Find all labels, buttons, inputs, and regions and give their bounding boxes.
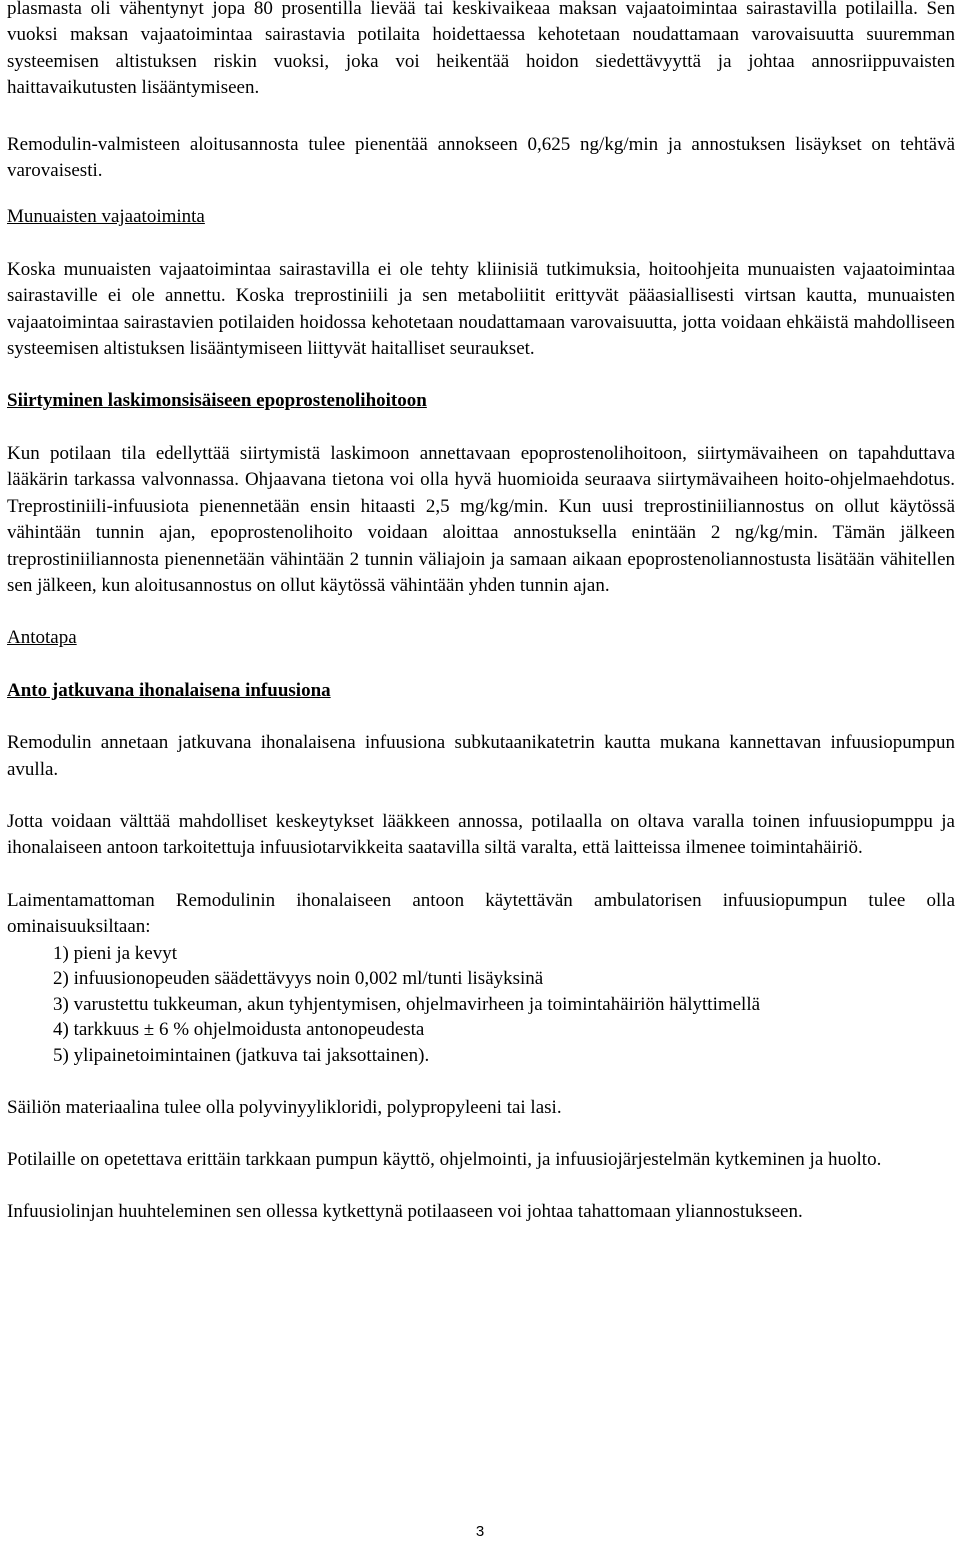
list-item: 1) pieni ja kevyt xyxy=(53,942,177,964)
paragraph-backup-pump: Jotta voidaan välttää mahdolliset keskeytykset lääkkeen annossa, potilaalla on oltava varalla toinen infuusiopumppu ja ihonalaiseen antoon tarkoitettuja infuusiotarvikkeita saatavilla siltä varalta, että laitteissa ilmenee toimintahäiriö. xyxy=(7,810,955,859)
list-item: 2) infuusionopeuden säädettävyys noin 0,002 ml/tunti lisäyksinä xyxy=(53,968,544,990)
paragraph-hepatic-continuation: plasmasta oli vähentynyt jopa 80 prosentilla lievää tai keskivaikeaa maksan vajaatoimintaa sairastavilla potilailla. Sen vuoksi maksan vajaatoimintaa sairastavia potilaita hoidettaessa kehotetaan noudattamaan varovaisuutta suuremman systeemisen altistuksen riskin vuoksi, joka voi heikentää hoidon siedettävyyttä ja johtaa annosriippuvaisten haittavaikutusten lisääntymiseen. xyxy=(7,0,955,99)
paragraph-transition: Kun potilaan tila edellyttää siirtymistä laskimoon annettavaan epoprostenolihoitoon, siirtymävaiheen on tapahduttava lääkärin tarkassa valvonnassa. Ohjaavana tietona voi olla hyvä huomioida seuraava siirtymävaiheen hoito-ohjelmaehdotus. Treprostiniili-infuusiota pienennetään ensin hitaasti 2,5 mg/kg/min. Kun uusi treprostiniiliannostus on ollut käytössä vähintään tunnin ajan, epoprostenolihoito voidaan aloittaa annostuksella enintään 2 ng/kg/min. Tämän jälkeen treprostiniiliannosta pienennetään vähintään 2 tunnin väliajoin ja samaan aikaan epoprostenoliannostusta lisätään vähitellen sen jälkeen, kun aloitusannostus on ollut käytössä vähintään yhden tunnin ajan. xyxy=(7,442,955,596)
paragraph-patient-training: Potilaille on opetettava erittäin tarkkaan pumpun käyttö, ohjelmointi, ja infuusiojärjestelmän kytkeminen ja huolto. xyxy=(7,1148,882,1170)
paragraph-pump-requirements: Laimentamattoman Remodulinin ihonalaiseen antoon käytettävän ambulatorisen infuusiopumpun tulee olla ominaisuuksiltaan: xyxy=(7,889,955,938)
heading-administration: Antotapa xyxy=(7,627,77,649)
heading-transition-epoprostenol: Siirtyminen laskimonsisäiseen epoprostenolihoitoon xyxy=(7,390,427,412)
list-item: 4) tarkkuus ± 6 % ohjelmoidusta antonopeudesta xyxy=(53,1019,425,1041)
list-item: 3) varustettu tukkeuman, akun tyhjentymisen, ohjelmavirheen ja toimintahäiriön hälyttimellä xyxy=(53,993,761,1015)
list-item: 5) ylipainetoimintainen (jatkuva tai jaksottainen). xyxy=(53,1044,430,1066)
pump-requirements-list xyxy=(7,941,955,1069)
document-page xyxy=(7,0,955,1226)
paragraph-reservoir-material: Säiliön materiaalina tulee olla polyvinyylikloridi, polypropyleeni tai lasi. xyxy=(7,1096,562,1118)
paragraph-infusion-method: Remodulin annetaan jatkuvana ihonalaisena infuusiona subkutaanikatetrin kautta mukana kannettavan infuusiopumpun avulla. xyxy=(7,732,955,780)
paragraph-starting-dose: Remodulin-valmisteen aloitusannosta tulee pienentää annokseen 0,625 ng/kg/min ja annostuksen lisäykset on tehtävä varovaisesti. xyxy=(7,133,955,182)
heading-subcutaneous-infusion: Anto jatkuvana ihonalaisena infuusiona xyxy=(7,679,331,701)
paragraph-renal-impairment: Koska munuaisten vajaatoimintaa sairastavilla ei ole tehty kliinisiä tutkimuksia, hoitoohjeita munuaisten vajaatoimintaa sairastaville ei ole annettu. Koska treprostiniili ja sen metaboliitit erittyvät pääasiallisesti virtsan kautta, munuaisten vajaatoimintaa sairastavien potilaiden hoidossa kehotetaan noudattamaan varovaisuutta, jotta voidaan ehkäistä mahdolliseen systeemisen altistuksen lisääntymiseen liittyvät haitalliset seuraukset. xyxy=(7,258,955,360)
heading-renal-impairment: Munuaisten vajaatoiminta xyxy=(7,206,205,228)
page-number: 3 xyxy=(475,1523,485,1540)
paragraph-flushing-warning: Infuusiolinjan huuhteleminen sen ollessa kytkettynä potilaaseen voi johtaa tahattomaan yliannostukseen. xyxy=(7,1201,803,1223)
